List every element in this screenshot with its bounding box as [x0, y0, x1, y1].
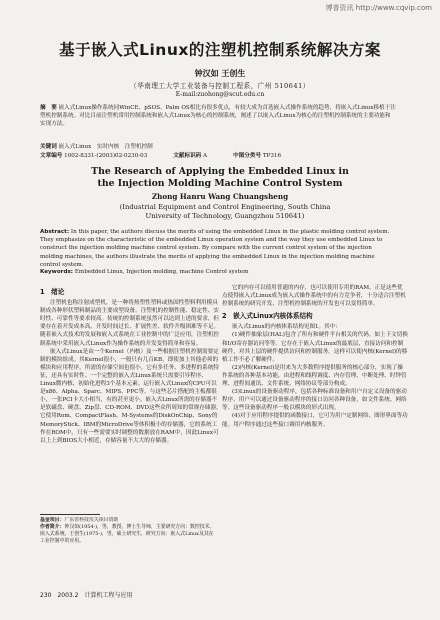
page-footer: 230 2003.2 计算机工程与应用 — [40, 592, 133, 599]
english-abstract: Abstract: In this paper, the authors discuss the merits of using the embedded Linux in the plastic molding control system. They emphasize on the characteristic of the embedded Linux operation system and the way they use embedded Linux to construct the injection molding machine control system. By compare with the current control system of the injection molding machines, the authors illustrate the merits of applying the embedded Linux in the injection molding machine control system. — [40, 229, 390, 268]
author-email: E-mail:zuohong@scut.edu.cn — [175, 91, 265, 98]
english-affiliation: (Industrial Equipment and Control Engineering, South China University of Technology, Guangzhou 510641) — [119, 203, 331, 220]
watermark-text: 博普资讯 http://www.cqvip.com — [325, 4, 432, 12]
paragraph: 注塑机也称注射成型机，是一种将热塑性塑料或热固性塑料利用模具制成各种形状塑料制品的主要成型设备。注塑机的控制性能、稳定性、实时性、可靠性等要求较高。传统的控制系统虽然可以达到上述的要求，但要存在着开发成本高、开发时间过长、扩展性差、软件升级困难等不足。随着嵌入式技术的发展和嵌入式系统在工业控制中的广泛应用，注塑机控制系统中采用嵌入式Linux作为操作系统的开发变得简单和容易。 — [40, 300, 220, 347]
paragraph: (3)Linux的设备驱动程序，包括各种标准设备和用户自定义设备的驱动程序。用户可以通过设备驱动程序的接口访问各种设备，如文件系统、网络等。这些设备驱动程序一般以模块的形式出现。 — [222, 389, 407, 412]
paragraph: 嵌入式Linux的内核体系结构见图1。其中： — [232, 324, 341, 331]
english-title: The Research of Applying the Embedded Linux in the Injection Molding Machine Control System — [91, 166, 349, 189]
paragraph: (1)硬件抽象层(HAL)包含了所有和硬件平台相关的代码。如上下文切换和I/O寄存器访问等等。它存在于嵌入式Linux的最底层，直接访问和控制硬件，对其上层的硬件提供访问和控制服务。这样可以使内核(Kernel)的移植工作不必了解硬件。 — [222, 332, 408, 363]
paragraph: (4)对于应用程序提供的函数接口，它可为用户定制网络、图形界面等功能。用户程序通过这些接口调用内核服务。 — [222, 413, 408, 428]
footnotes — [40, 517, 216, 577]
chinese-title: 基于嵌入式Linux的注塑机控制系统解决方案 — [59, 41, 381, 59]
article-meta — [40, 152, 396, 160]
chinese-authors: 钟汉如 王创生 — [194, 68, 246, 78]
keywords-label: 关键词 — [40, 144, 57, 150]
body-column-right — [222, 284, 408, 604]
paragraph: 它的内存可以使用普通的内存，也可以使用专用的RAM。正是这些优点使得嵌入式Linux成为嵌入式操作系统中的有力竞争者，十分适合注塑机控制系统的研究开发，注塑机控制系统的开发也可以变得简单。 — [222, 285, 406, 308]
keywords-text: 嵌入式Linux 实时内核 注塑机控制 — [58, 144, 153, 150]
chinese-abstract — [40, 104, 396, 142]
article-number: 文章编号 1002-8331-(2003)02-0230-03 — [40, 153, 148, 159]
paragraph: 嵌入式Linux是由一个Kernel（内核）及一些根据注塑机控制需要定制的模块组成。其Kernel很小，一般只有几百KB，即使加上其他必须的模块和应用程序，所需的存储空间也很小。它有多任务、多进程的系统特征，还具有实时性。一个完整的嵌入式Linux系统只需要引导程序、Linux微内核、初始化进程3个基本元素。运行嵌入式Linux的CPU可以是x86、Alpha、Sparc、MIPS、PPC等。与这些芯片搭配的主板都很小，一张PCI卡大小相当，有的甚至更小。嵌入式Linux所需的存储器不是软磁盘、硬盘、Zip盘、CD-ROM、DVD这些众所周知的常规存储器，它使用Rom、CompactFlash、M-Systems的DiskOnChip、Sony的MemoryStick、IBM的MicroDrive等体积极小的存储器，它的系统工作在ROM中，只有一些需要实时调整的数据放在RAM中，因此Linux可以上上到BIOS大小相近，存储容量不大大的存储器。 — [40, 348, 222, 444]
english-authors: Zhong Hanru Wang Chuangsheng — [151, 192, 289, 201]
chinese-affiliation: （华南理工大学工业装备与控制工程系，广州 510641） — [130, 82, 310, 90]
section-heading: 2 嵌入式Linux内核体系结构 — [222, 312, 313, 321]
classification-number: 中图分类号 TP316 — [233, 153, 282, 159]
document-code: 文献标识码 A — [173, 153, 208, 159]
author-note: 作者简介：钟汉如(1954-)，男，教授，博士生导师，主要研究方向：数控技术、嵌入式系统。王创生(1975-)，男，硕士研究生，研究方向：嵌入式Linux及其在工业控制中的应用。 — [40, 524, 215, 544]
section-heading: 1 绪论 — [40, 288, 65, 296]
fund-note: 基金项目：广东省科技攻关项目资助 — [40, 517, 119, 523]
paragraph: (2)内核(Kernel)是用来为大多数程序提供服务的核心部分，实现了操作系统的各种基本功能，由进程和线程调度、内存管理、中断处理、时钟管理、进程间通讯、文件系统、网络协议等部分构成。 — [222, 364, 407, 388]
chinese-keywords — [40, 143, 396, 151]
english-keywords: Keywords: Embedded Linux, Injection molding, machine Control system — [40, 269, 249, 275]
body-column-left — [40, 284, 222, 506]
abstract-text: 嵌入式Linux操作系统同WinCE、pSOS、Palm OS相比有很多优点，有较大成为首选嵌入式操作系统的趋势，将嵌入式Linux移植于注塑机控制系统。对比目前注塑机常用控制系统和嵌入式Linux为核心的控制系统，阐述了以嵌入式Linux为核心的注塑机控制系统的主要功能和实现方法。 — [40, 105, 396, 128]
abstract-label: 摘 要 — [40, 105, 57, 111]
footnote-divider — [40, 514, 100, 515]
